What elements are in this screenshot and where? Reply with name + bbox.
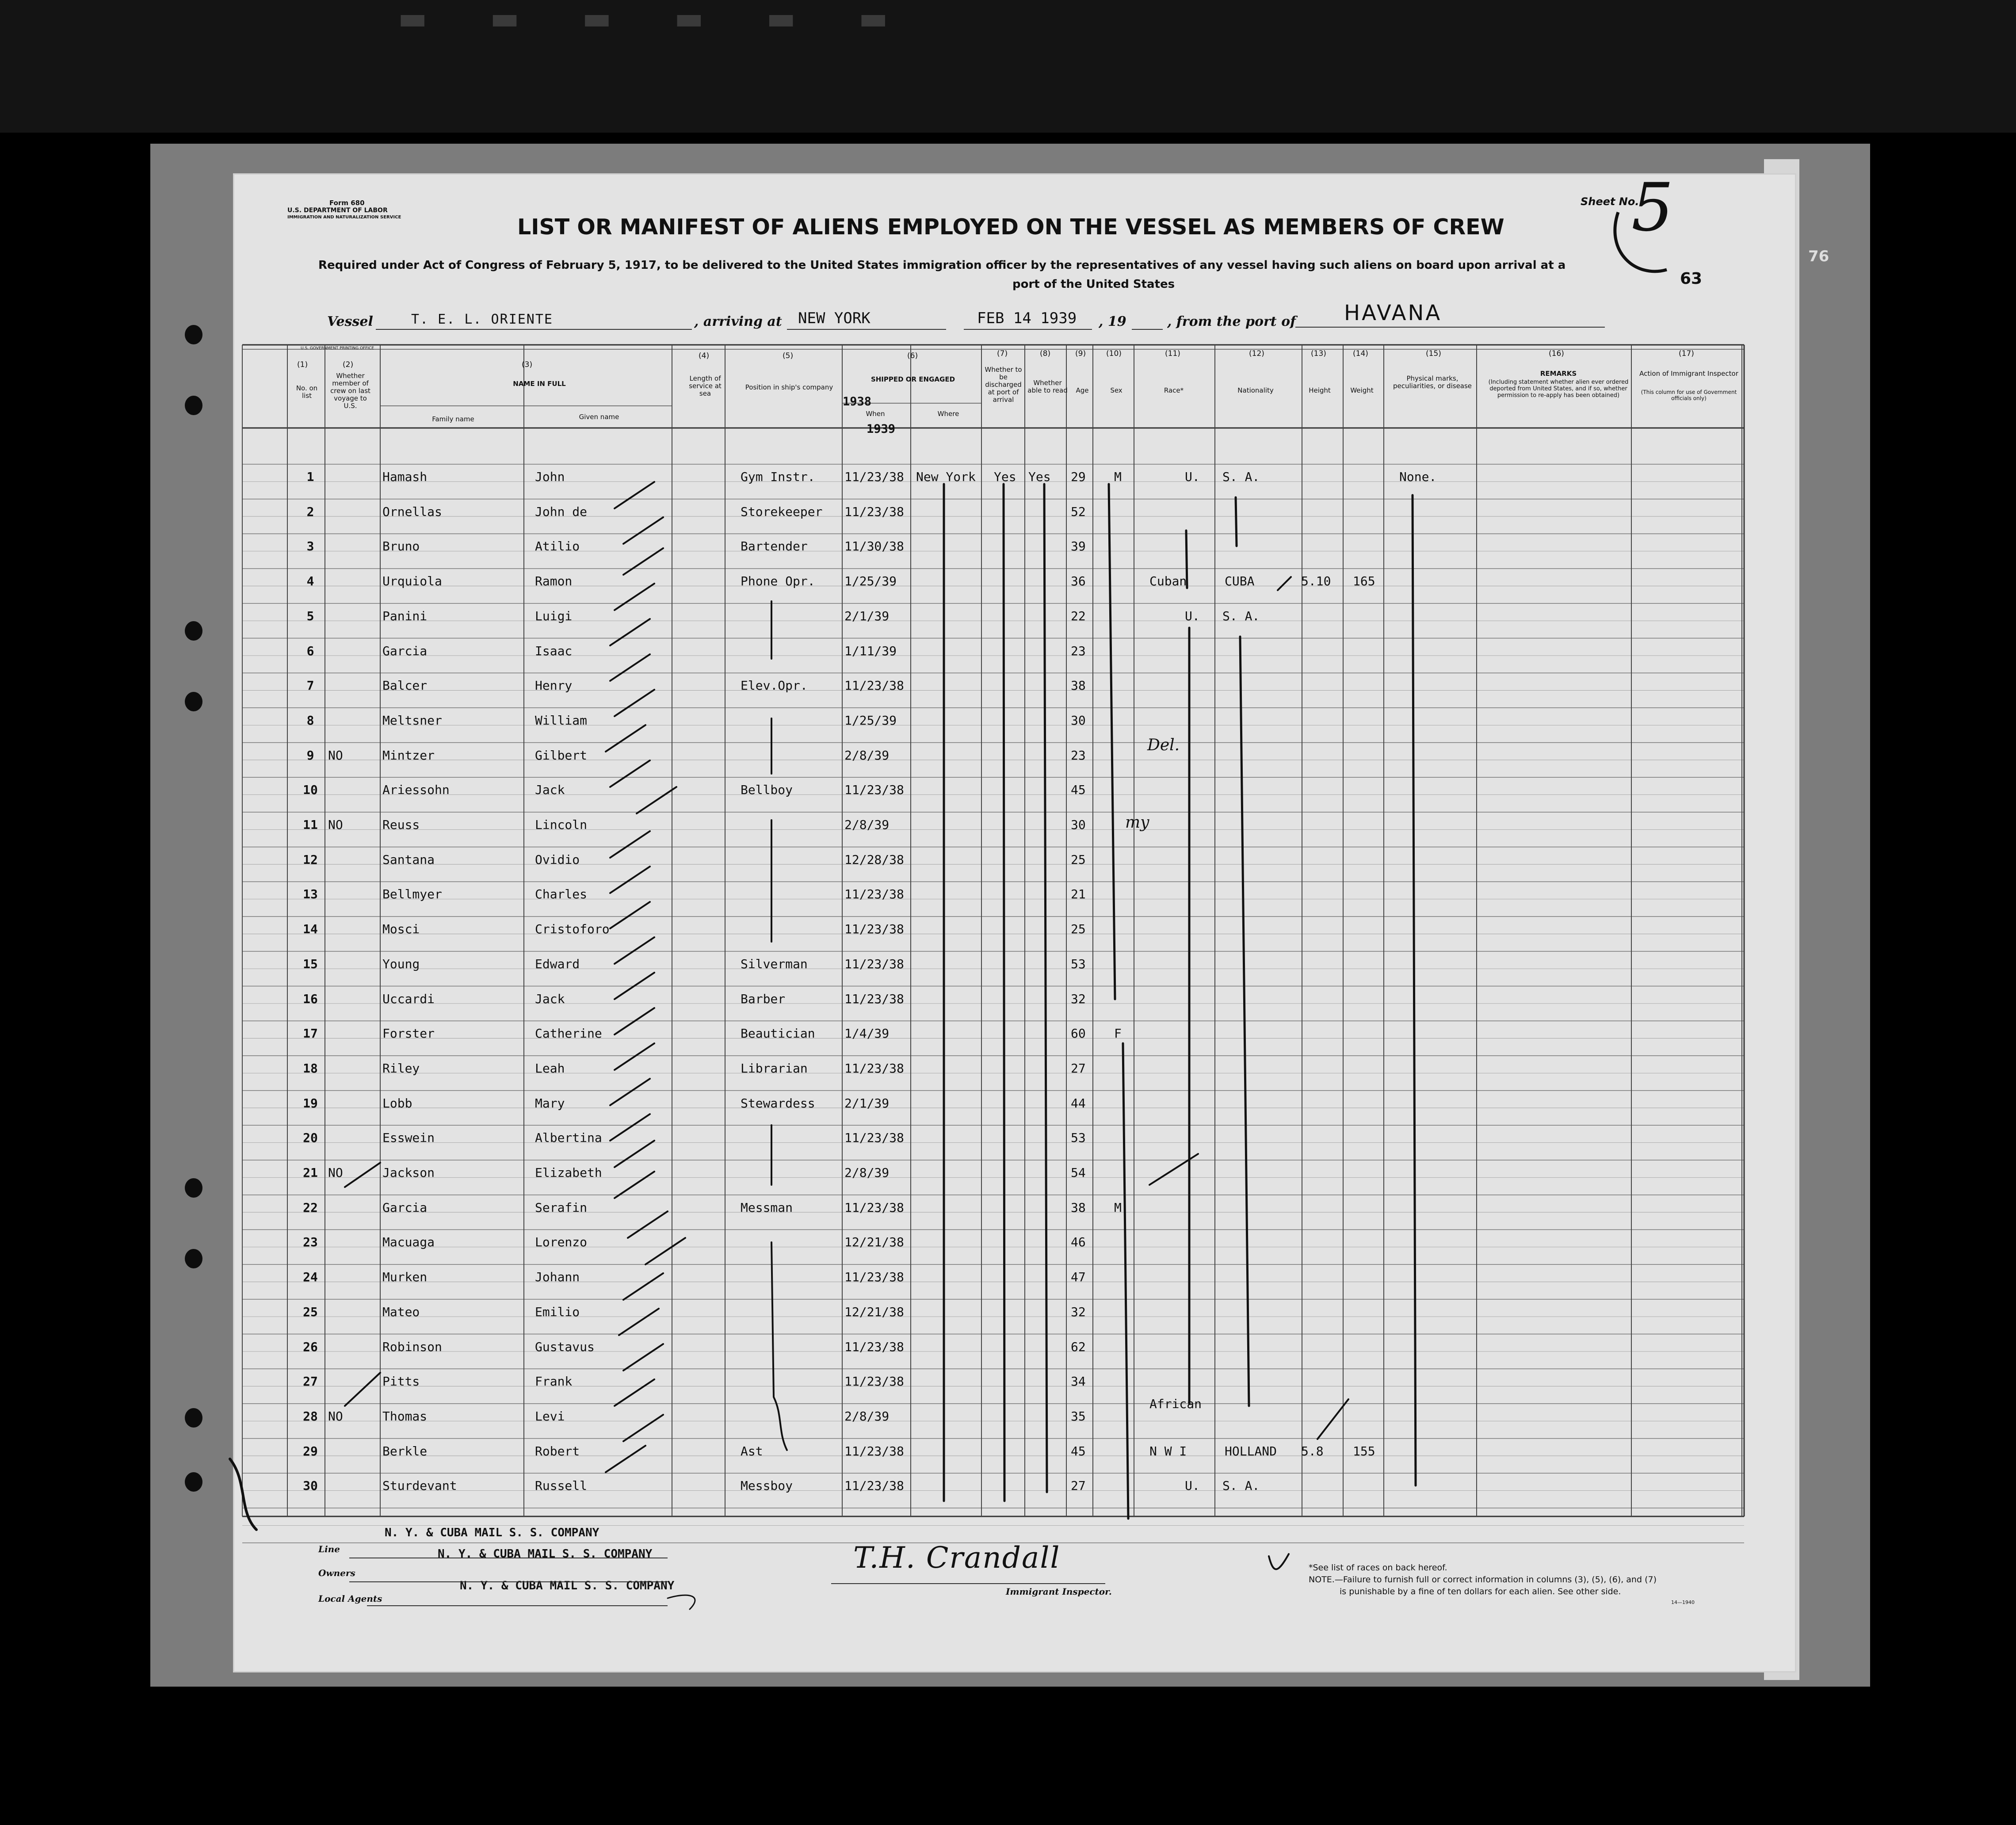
row-29-given: Robert: [535, 1443, 580, 1458]
row-11-age: 30: [1071, 817, 1086, 832]
row-9-no: 9: [306, 748, 314, 763]
row-14-age: 25: [1071, 922, 1086, 937]
row-28-no: 28: [303, 1409, 318, 1424]
col-17-header: Action of Immigrant Inspector: [1639, 370, 1738, 378]
row-10-when: 11/23/38: [844, 783, 904, 798]
row-3-when: 11/30/38: [844, 539, 904, 554]
row-28-age: 35: [1071, 1409, 1086, 1424]
col-14-number: (14): [1353, 349, 1368, 358]
film-edge-marks: ▬ ▬ ▬ ▬ ▬ ▬: [398, 0, 915, 36]
row-17-position: Beautician: [741, 1026, 815, 1041]
row-19-when: 2/1/39: [844, 1096, 890, 1111]
row-29-position: Ast: [741, 1443, 763, 1458]
col-2-number: (2): [343, 360, 354, 369]
row-28-prev: NO: [328, 1409, 343, 1424]
stamp-number: 76: [1808, 248, 1829, 265]
row-19-age: 44: [1071, 1096, 1086, 1111]
row-22-no: 22: [303, 1200, 318, 1215]
row-23-no: 23: [303, 1235, 318, 1250]
col-13-number: (13): [1311, 349, 1326, 358]
row-29-age: 45: [1071, 1443, 1086, 1458]
penalty-note-1: NOTE.—Failure to furnish full or correct information in columns (3), (5), (6), and (7): [1309, 1575, 1657, 1584]
row-30-when: 11/23/38: [844, 1478, 904, 1493]
row-2-no: 2: [306, 504, 314, 519]
row-8-age: 30: [1071, 713, 1086, 728]
row-29-race: N W I: [1149, 1443, 1187, 1458]
col-16-header: REMARKS: [1540, 370, 1577, 378]
col-12-header: Nationality: [1237, 386, 1274, 394]
arrival-date: FEB 14 1939: [977, 309, 1077, 327]
row-15-when: 11/23/38: [844, 956, 904, 971]
vessel-name: T. E. L. ORIENTE: [411, 312, 553, 327]
col-15-header: Physical marks, peculiarities, or disease: [1393, 374, 1472, 390]
form-code: 14—1940: [1671, 1600, 1695, 1605]
col-8-number: (8): [1040, 349, 1051, 358]
row-16-given: Jack: [535, 991, 565, 1006]
vessel-label: Vessel: [327, 314, 373, 329]
col-4-number: (4): [699, 351, 710, 360]
row-1-age: 29: [1071, 470, 1086, 484]
row-15-age: 53: [1071, 956, 1086, 971]
row-30-age: 27: [1071, 1478, 1086, 1493]
given-name-header: Given name: [579, 413, 619, 421]
col-2-header: Whether member of crew on last voyage to U.S.: [330, 372, 370, 410]
row-19-family: Lobb: [382, 1096, 412, 1111]
from-port-label: , from the port of: [1167, 314, 1296, 329]
row-12-no: 12: [303, 852, 318, 867]
row-4-position: Phone Opr.: [741, 574, 815, 589]
row-16-when: 11/23/38: [844, 991, 904, 1006]
row-19-given: Mary: [535, 1096, 565, 1111]
row-1-no: 1: [306, 470, 314, 484]
col-14-header: Weight: [1350, 386, 1374, 394]
row-28-when: 2/8/39: [844, 1409, 890, 1424]
row-8-family: Meltsner: [382, 713, 442, 728]
col-6-header: SHIPPED OR ENGAGED: [871, 375, 955, 383]
row-22-family: Garcia: [382, 1200, 428, 1215]
row-29-weight: 155: [1353, 1443, 1375, 1458]
row-18-age: 27: [1071, 1061, 1086, 1076]
row-9-prev: NO: [328, 748, 343, 763]
row-12-age: 25: [1071, 852, 1086, 867]
col-17-subheader: (This column for use of Government officials only): [1641, 389, 1737, 401]
row-9-family: Mintzer: [382, 748, 435, 763]
row-3-no: 3: [306, 539, 314, 554]
col-3-number: (3): [522, 360, 533, 369]
sheet-number: 5: [1631, 169, 1674, 246]
col-1-header: No. on list: [296, 384, 318, 400]
row-20-given: Albertina: [535, 1130, 602, 1145]
company-stamp-2: N. Y. & CUBA MAIL S. S. COMPANY: [438, 1547, 653, 1561]
row-30-nationality: S. A.: [1222, 1478, 1260, 1493]
row-26-when: 11/23/38: [844, 1339, 904, 1354]
row-16-position: Barber: [741, 991, 786, 1006]
col-11-number: (11): [1165, 349, 1180, 358]
col-16-subheader: (Including statement whether alien ever ordered deported from United States, and if so, whether permission to re-apply has been obtained): [1488, 379, 1629, 399]
row-28-race: African: [1149, 1396, 1202, 1411]
inspector-signature: T.H. Crandall: [853, 1541, 1061, 1575]
printing-office: U.S. GOVERNMENT PRINTING OFFICE: [301, 346, 374, 351]
row-4-when: 1/25/39: [844, 574, 897, 589]
row-27-given: Frank: [535, 1374, 573, 1389]
department-name: U.S. DEPARTMENT OF LABOR: [287, 207, 388, 214]
row-15-position: Silverman: [741, 956, 808, 971]
row-13-no: 13: [303, 887, 318, 902]
row-21-no: 21: [303, 1165, 318, 1180]
col-7-number: (7): [997, 349, 1008, 358]
row-29-nationality: HOLLAND: [1225, 1443, 1277, 1458]
row-3-position: Bartender: [741, 539, 808, 554]
row-1-nationality: S. A.: [1222, 470, 1260, 484]
row-18-position: Librarian: [741, 1061, 808, 1076]
row-5-nationality: S. A.: [1222, 608, 1260, 623]
row-6-no: 6: [306, 643, 314, 658]
row-4-no: 4: [306, 574, 314, 589]
row-26-no: 26: [303, 1339, 318, 1354]
row-6-when: 1/11/39: [844, 643, 897, 658]
row-1-discharged: Yes: [994, 470, 1016, 484]
col-12-number: (12): [1249, 349, 1264, 358]
row-16-family: Uccardi: [382, 991, 435, 1006]
when-header: When: [866, 410, 885, 418]
col-9-number: (9): [1075, 349, 1086, 358]
col-5-header: Position in ship's company: [745, 383, 833, 391]
row-19-no: 19: [303, 1096, 318, 1111]
form-subtitle-1: Required under Act of Congress of February 5, 1917, to be delivered to the United States immigration officer by the representatives of any vessel having such aliens on board upon arrival at a: [318, 259, 1566, 272]
row-5-no: 5: [306, 608, 314, 623]
row-25-when: 12/21/38: [844, 1304, 904, 1319]
row-17-no: 17: [303, 1026, 318, 1041]
row-22-sex: M: [1114, 1200, 1122, 1215]
row-4-weight: 165: [1353, 574, 1375, 589]
row-2-age: 52: [1071, 504, 1086, 519]
row-9-given: Gilbert: [535, 748, 588, 763]
row-5-family: Panini: [382, 608, 428, 623]
row-15-family: Young: [382, 956, 420, 971]
row-22-age: 38: [1071, 1200, 1086, 1215]
col-4-header: Length of service at sea: [689, 374, 722, 397]
row-8-when: 1/25/39: [844, 713, 897, 728]
row-12-family: Santana: [382, 852, 435, 867]
when-year-1938: 1938: [843, 395, 872, 409]
row-5-race: U.: [1185, 608, 1200, 623]
col-13-header: Height: [1309, 386, 1331, 394]
row-11-family: Reuss: [382, 817, 420, 832]
row-14-when: 11/23/38: [844, 922, 904, 937]
row-4-nationality: CUBA: [1225, 574, 1255, 589]
company-stamp-3: N. Y. & CUBA MAIL S. S. COMPANY: [460, 1579, 675, 1592]
row-30-position: Messboy: [741, 1478, 793, 1493]
form-title: LIST OR MANIFEST OF ALIENS EMPLOYED ON THE VESSEL AS MEMBERS OF CREW: [517, 214, 1504, 240]
sheet-label: Sheet No.: [1581, 195, 1639, 208]
row-30-race: U.: [1185, 1478, 1200, 1493]
row-7-when: 11/23/38: [844, 678, 904, 693]
row-30-family: Sturdevant: [382, 1478, 457, 1493]
row-28-given: Levi: [535, 1409, 565, 1424]
row-2-position: Storekeeper: [741, 504, 823, 519]
col-1-number: (1): [297, 360, 308, 369]
row-29-height: 5.8: [1301, 1443, 1324, 1458]
row-12-when: 12/28/38: [844, 852, 904, 867]
row-22-position: Messman: [741, 1200, 793, 1215]
row-17-age: 60: [1071, 1026, 1086, 1041]
row-26-family: Robinson: [382, 1339, 442, 1354]
row11-handwritten-note: my: [1125, 813, 1149, 832]
row-24-no: 24: [303, 1270, 318, 1285]
row-21-prev: NO: [328, 1165, 343, 1180]
row-9-age: 23: [1071, 748, 1086, 763]
row-22-given: Serafin: [535, 1200, 588, 1215]
row-15-no: 15: [303, 956, 318, 971]
row-4-height: 5.10: [1301, 574, 1331, 589]
row-6-age: 23: [1071, 643, 1086, 658]
row-27-when: 11/23/38: [844, 1374, 904, 1389]
family-name-header: Family name: [432, 415, 474, 423]
row-11-when: 2/8/39: [844, 817, 890, 832]
page-number: 63: [1680, 270, 1703, 288]
row-18-family: Riley: [382, 1061, 420, 1076]
col-5-number: (5): [783, 351, 794, 360]
row-30-no: 30: [303, 1478, 318, 1493]
row-2-given: John de: [535, 504, 588, 519]
col-8-header: Whether able to read: [1027, 379, 1068, 394]
row-1-family: Hamash: [382, 470, 428, 484]
row-29-no: 29: [303, 1443, 318, 1458]
row-27-family: Pitts: [382, 1374, 420, 1389]
row-25-given: Emilio: [535, 1304, 580, 1319]
row-4-family: Urquiola: [382, 574, 442, 589]
row-1-when: 11/23/38: [844, 470, 904, 484]
row-1-read: Yes: [1028, 470, 1051, 484]
row-3-given: Atilio: [535, 539, 580, 554]
row-20-age: 53: [1071, 1130, 1086, 1145]
row-12-given: Ovidio: [535, 852, 580, 867]
owners-label: Owners: [318, 1568, 355, 1578]
row-14-family: Mosci: [382, 922, 420, 937]
row-25-age: 32: [1071, 1304, 1086, 1319]
inspector-label: Immigrant Inspector.: [1006, 1586, 1112, 1597]
row-20-when: 11/23/38: [844, 1130, 904, 1145]
row-10-family: Ariessohn: [382, 783, 450, 798]
row-11-no: 11: [303, 817, 318, 832]
row-10-no: 10: [303, 783, 318, 798]
row-7-family: Balcer: [382, 678, 428, 693]
company-stamp-1: N. Y. & CUBA MAIL S. S. COMPANY: [385, 1526, 599, 1539]
row-25-family: Mateo: [382, 1304, 420, 1319]
row-27-no: 27: [303, 1374, 318, 1389]
col-9-header: Age: [1076, 386, 1089, 394]
row-30-given: Russell: [535, 1478, 588, 1493]
col-10-header: Sex: [1110, 386, 1123, 394]
races-note: *See list of races on back hereof.: [1309, 1563, 1447, 1573]
col-6-number: (6): [907, 351, 918, 360]
row-25-no: 25: [303, 1304, 318, 1319]
col-10-number: (10): [1106, 349, 1122, 358]
row-26-age: 62: [1071, 1339, 1086, 1354]
row-13-family: Bellmyer: [382, 887, 442, 902]
service-name: IMMIGRATION AND NATURALIZATION SERVICE: [287, 215, 401, 220]
row-20-no: 20: [303, 1130, 318, 1145]
arriving-label: , arriving at: [694, 314, 782, 329]
row-4-given: Ramon: [535, 574, 573, 589]
row-27-age: 34: [1071, 1374, 1086, 1389]
where-header: Where: [937, 410, 959, 418]
row-18-given: Leah: [535, 1061, 565, 1076]
row-17-given: Catherine: [535, 1026, 602, 1041]
row-16-no: 16: [303, 991, 318, 1006]
row-24-family: Murken: [382, 1270, 428, 1285]
row-17-when: 1/4/39: [844, 1026, 890, 1041]
row-11-prev: NO: [328, 817, 343, 832]
local-agents-label: Local Agents: [318, 1593, 382, 1604]
row-14-given: Cristoforo: [535, 922, 610, 937]
row-6-given: Isaac: [535, 643, 573, 658]
row-18-no: 18: [303, 1061, 318, 1076]
row-21-given: Elizabeth: [535, 1165, 602, 1180]
row-7-given: Henry: [535, 678, 573, 693]
row-11-given: Lincoln: [535, 817, 588, 832]
row-14-no: 14: [303, 922, 318, 937]
row-8-no: 8: [306, 713, 314, 728]
when-year-1939: 1939: [867, 422, 896, 436]
row-5-age: 22: [1071, 608, 1086, 623]
row-17-sex: F: [1114, 1026, 1122, 1041]
row-23-family: Macuaga: [382, 1235, 435, 1250]
row-1-position: Gym Instr.: [741, 470, 815, 484]
row-22-when: 11/23/38: [844, 1200, 904, 1215]
row-7-age: 38: [1071, 678, 1086, 693]
row-21-age: 54: [1071, 1165, 1086, 1180]
row-23-when: 12/21/38: [844, 1235, 904, 1250]
row-16-age: 32: [1071, 991, 1086, 1006]
row-13-given: Charles: [535, 887, 588, 902]
row-15-given: Edward: [535, 956, 580, 971]
row-7-no: 7: [306, 678, 314, 693]
arriving-port: NEW YORK: [798, 309, 871, 327]
row-24-age: 47: [1071, 1270, 1086, 1285]
row-1-race: U.: [1185, 470, 1200, 484]
penalty-note-2: is punishable by a fine of ten dollars for each alien. See other side.: [1340, 1587, 1621, 1596]
row-3-age: 39: [1071, 539, 1086, 554]
row-6-family: Garcia: [382, 643, 428, 658]
col-16-number: (16): [1549, 349, 1564, 358]
row-29-when: 11/23/38: [844, 1443, 904, 1458]
row-10-position: Bellboy: [741, 783, 793, 798]
row-8-given: William: [535, 713, 588, 728]
row-28-family: Thomas: [382, 1409, 428, 1424]
row-26-given: Gustavus: [535, 1339, 595, 1354]
col-15-number: (15): [1426, 349, 1441, 358]
year-label: , 19: [1099, 314, 1126, 329]
row-13-when: 11/23/38: [844, 887, 904, 902]
row-10-age: 45: [1071, 783, 1086, 798]
row-1-where: New York: [916, 470, 976, 484]
row-3-family: Bruno: [382, 539, 420, 554]
row-4-race: Cuban: [1149, 574, 1187, 589]
row-24-given: Johann: [535, 1270, 580, 1285]
row-17-family: Forster: [382, 1026, 435, 1041]
row-1-sex: M: [1114, 470, 1122, 484]
col-17-number: (17): [1679, 349, 1694, 358]
row-1-marks: None.: [1399, 470, 1437, 484]
row-10-given: Jack: [535, 783, 565, 798]
col-3-header: NAME IN FULL: [513, 380, 566, 388]
row-23-given: Lorenzo: [535, 1235, 588, 1250]
row-24-when: 11/23/38: [844, 1270, 904, 1285]
form-number: Form 680: [329, 199, 365, 207]
row9-handwritten-note: Del.: [1147, 736, 1180, 754]
row-19-position: Stewardess: [741, 1096, 815, 1111]
row-20-family: Esswein: [382, 1130, 435, 1145]
row-21-when: 2/8/39: [844, 1165, 890, 1180]
row-7-position: Elev.Opr.: [741, 678, 808, 693]
row-18-when: 11/23/38: [844, 1061, 904, 1076]
row-5-given: Luigi: [535, 608, 573, 623]
col-7-header: Whether to be discharged at port of arrival: [985, 366, 1022, 404]
row-9-when: 2/8/39: [844, 748, 890, 763]
col-11-header: Race*: [1164, 386, 1184, 394]
row-13-age: 21: [1071, 887, 1086, 902]
row-1-given: John: [535, 470, 565, 484]
row-4-age: 36: [1071, 574, 1086, 589]
row-21-family: Jackson: [382, 1165, 435, 1180]
row-29-family: Berkle: [382, 1443, 428, 1458]
row-5-when: 2/1/39: [844, 608, 890, 623]
row-23-age: 46: [1071, 1235, 1086, 1250]
line-label: Line: [318, 1544, 340, 1554]
row-2-when: 11/23/38: [844, 504, 904, 519]
form-subtitle-2: port of the United States: [1012, 278, 1175, 291]
row-2-family: Ornellas: [382, 504, 442, 519]
from-port: HAVANA: [1344, 301, 1442, 325]
